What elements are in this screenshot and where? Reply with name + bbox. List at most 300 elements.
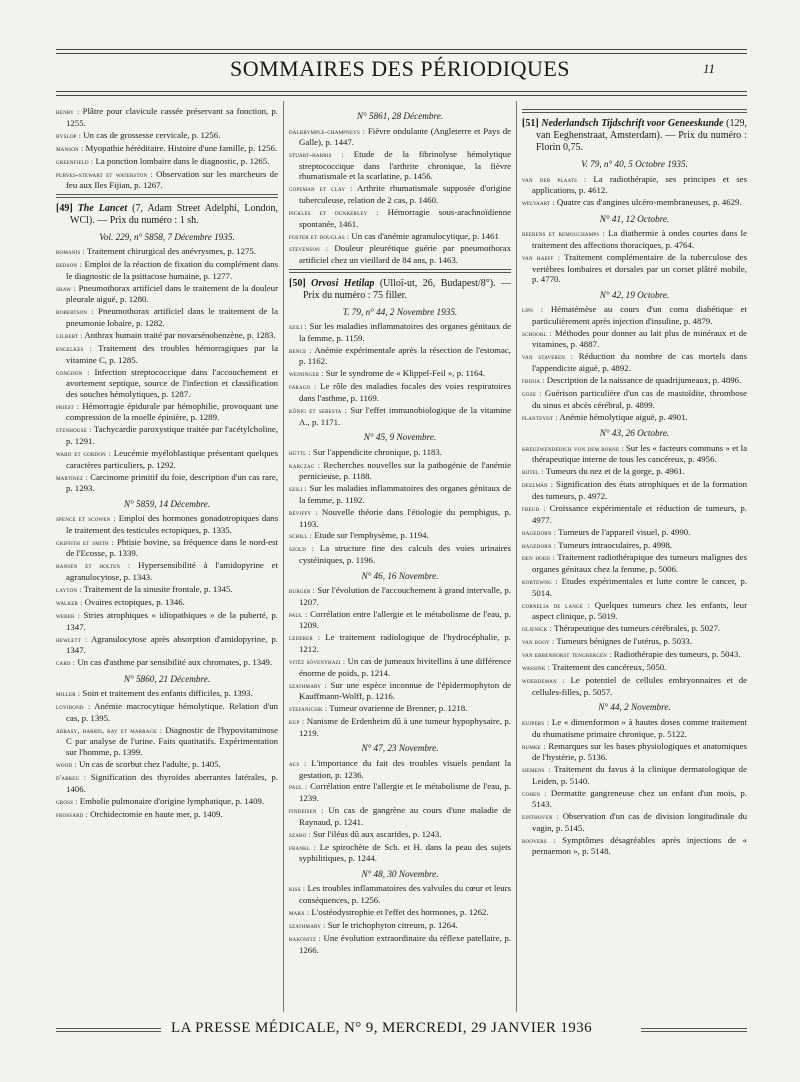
entry [522,552,747,574]
entry-authors: weber : [56,610,81,620]
entry [56,809,278,821]
entry-authors: einthoven : [522,812,559,822]
entry-authors: siemens : [522,765,551,775]
entry [56,597,278,609]
entry-text: Arthrite rhumatismale supposée d'origine tuberculeuse, relation de 2 cas, p. 1460. [299,183,511,205]
entry [56,424,278,446]
entry [56,246,278,258]
entry-authors: burger : [289,586,315,596]
entry [522,811,747,833]
entry-text: Sur le syndrome de « Klippel-Feil », p. 1164. [325,368,485,379]
issue-heading: N° 41, 12 Octobre. [599,213,670,224]
entry [56,306,278,328]
entry [522,717,747,739]
entry [56,688,278,700]
entry-authors: szabo : [289,829,311,839]
entry-text: Sur l'iléus dû aux ascarides, p. 1243. [313,828,442,839]
entry-text: Fièvre ondulante (Angleterre et Pays de Galle), p. 1447. [299,125,511,148]
journal-heading [289,278,511,302]
entry [522,636,747,648]
entry-text: Hémorragie épidurale par hémophilie, provoquant une compression de la moelle épinière, p. 1289. [66,400,278,423]
entry-text: La radiothérapie, ses principes et ses applications, p. 4612. [532,173,747,196]
entry-text: Le traitement radiologique de l'hydrocéphalie, p. 1212. [299,632,511,654]
entry-text: Dermatite gangreneuse chez un enfant d'un mois, p. 5143. [532,787,747,810]
entry [56,259,278,281]
entry-authors: freud : [522,503,546,513]
entry-text: Une évolution extraordinaire du réflexe patellaire, p. 1266. [299,932,511,955]
entry [522,228,747,250]
entry-authors: lips : [522,305,544,315]
entry-authors: rakonitz : [289,933,321,943]
entry-text: Diagnostic de l'hypovitaminose C par analyse de l'urine. Faits quatitatifs. Expérimentation sur l'homme, p. 1399. [66,724,278,758]
entry-authors: woerdeman : [522,676,565,686]
entry-text: Corrélation entre l'allergie et le métabolisme de l'eau, p. 1239. [299,781,511,804]
entry-authors: wassink : [522,663,551,673]
entry-text: Sur les maladies inflammatoires des organes génitaux de la femme, p. 1192. [299,483,511,505]
entry [522,479,747,501]
entry-text: Quelques tumeurs chez les enfants, leur aspect clinique, p. 5019. [532,599,747,622]
entry-authors: schill : [289,531,313,541]
entry [522,388,747,410]
entry-text: Sur l'évolution de l'accouchement à grand intervalle, p. 1207. [299,585,511,607]
entry [289,530,511,542]
issue-heading: N° 46, 16 Novembre. [361,570,439,581]
entry-text: Un cas de gangrène au cours d'une maladie de Raynaud, p. 1241. [299,805,511,827]
entry-text: Anémie hémolytique aiguë, p. 4901. [559,411,688,422]
entry-text: Etude de la fibrinolyse hémolytique streptococcique dans l'arthrite chronique, la fièvre rhumatismale et la scarlatine, p. 1456. [299,149,511,182]
header-rule-bottom [56,91,747,96]
entry [289,321,511,343]
entry [289,933,511,955]
entry-text: Traitement radiothérapique des tumeurs malignes des organes génitaux chez la femme, p. 5006. [532,552,747,575]
entry-authors: van rooy : [522,637,555,647]
entry-text: Guérison particulière d'un cas de mastoïdite, thrombose du sinus et abcès cérébral, p. 4899. [532,388,747,410]
entry-text: Un cas de scorbut chez l'adulte, p. 1405. [78,759,221,770]
entry-authors: cohen : [522,788,547,798]
entry-authors: spence et scowen : [56,514,116,524]
entry-authors: hewlett : [56,634,88,644]
entry [56,283,278,305]
entry [56,130,278,142]
entry [289,126,511,148]
entry-text: Anémie expérimentale après la résection de l'estomac, p. 1162. [299,344,511,367]
entry [522,197,747,209]
entry-authors: priest : [56,401,80,411]
entry-text: Méthodes pour donner au lait plus de minéraux et de vitamines, p. 4887. [532,327,747,350]
entry [56,772,278,794]
entry-authors: kiss : [289,884,306,894]
entry [522,252,747,285]
entry-authors: abbasy, harris, ray et marrack : [56,725,163,735]
entry-text: Réduction du nombre de cas mortels dans l'appendicite aiguë, p. 4892. [532,351,747,374]
entry-authors: szold : [289,544,315,554]
entry-authors: hansen et holten : [56,561,131,571]
entry-text: Nanisme de Erdenheim dû à une tumeur hypophysaire, p. 1219. [299,716,511,738]
entry [56,796,278,808]
entry [522,527,747,539]
entry [289,829,511,841]
entry-authors: hüttl : [289,447,311,457]
entry-text: Phtisie bovine, sa fréquence dans le nord-est de l'Ecosse, p. 1339. [66,536,278,559]
entry-text: Embolie pulmonaire d'origine lymphatique, p. 1409. [79,795,265,806]
entry [289,345,511,367]
entry-authors: van haeff : [522,252,561,262]
entry [289,920,511,932]
entry-authors: hagedorn : [522,527,557,537]
entry [289,207,511,229]
entry [56,401,278,423]
entry-authors: lovibond : [56,702,91,712]
entry [289,632,511,654]
entry-text: Sur les maladies inflammatoires des organes génitaux de la femme, p. 1159. [299,321,511,343]
entry-text: Soin et traitement des enfants difficiles, p. 1393. [82,688,253,699]
entry-text: La structure fine des calculs des voies urinaires cystéiniques, p. 1196. [299,543,511,566]
entry-text: Hémorragie sous-arachnoïdienne spontanée, 1461. [299,206,511,229]
page-header [0,56,800,86]
column-divider [283,101,284,1012]
entry [289,907,511,919]
footer-text: LA PRESSE MÉDICALE, N° 9, MERCREDI, 29 JANVIER 1936 [171,1020,592,1036]
entry [289,609,511,631]
entry-text: Symptômes désagréables après injections de « pernaemon », p. 5148. [532,834,747,857]
entry-authors: walker : [56,598,83,607]
column-3 [522,106,747,1014]
entry-authors: réviffy : [289,507,318,517]
entry-text: Anémie macrocytique hémolytique. Relation d'un cas, p. 1395. [66,701,278,723]
entry-text: L'ostéodystrophie et l'effet des hormones, p. 1262. [311,906,489,917]
entry-text: Un cas de jumeaux bivitellins à une différence énorme de poids, p. 1214. [299,655,511,678]
issue-heading: N° 45, 9 Novembre. [363,432,437,443]
section-separator [289,269,511,273]
entry [56,448,278,470]
entry-authors: cornelia de lange : [522,600,591,610]
entry-text: Les troubles inflammatoires des valvules du cœur et leurs conséquences, p. 1256. [299,883,511,905]
journal-title: Nederlandsch Tijdschrift voor Geneeskunde [541,118,724,129]
entry-authors: d'abreu : [56,773,87,783]
entry-text: Nouvelle théorie dans l'étiologie du pemphigus, p. 1193. [299,506,511,529]
entry [56,610,278,632]
entry [522,503,747,525]
entry-text: Emploi des hormones gonadotropiques dans le traitement des testicules ectopiques, p. 1335. [66,513,278,535]
entry-authors: planteydt : [522,412,558,422]
page-footer [56,1020,747,1040]
issue-heading: N° 43, 26 Octobre. [599,428,670,439]
entry-authors: szili : [289,484,307,494]
entry-authors: den hoed : [522,553,555,563]
entry-authors: van staveren : [522,352,574,362]
entry-text: Douleur pleurétique guérie par pneumothorax artificiel chez un vieillard de 84 ans, p. 1463. [299,243,511,266]
entry-authors: romanis : [56,247,85,257]
footer-rule-right [641,1028,747,1032]
entry-text: Tumeurs du nez et de la gorge, p. 4961. [545,466,685,477]
entry [289,842,511,864]
entry [522,675,747,697]
entry [56,169,278,191]
entry-authors: martinez : [56,472,88,482]
entry-text: Un cas d'asthme par sensibilité aux chromates, p. 1349. [77,657,273,668]
entry-authors: marx : [289,907,310,917]
entry-text: Quatre cas d'angines ulcéro-membraneuses, p. 4629. [556,197,742,208]
journal-details: (7, Adam Street Adelphi, London, WCl). — Prix du numéro : 1 sh. [70,202,278,226]
entry-text: Traitement de la sinusite frontale, p. 1345. [83,584,233,595]
entry [289,585,511,607]
entry-authors: kortewng : [522,577,558,587]
entry-text: Un cas d'anémie agranulocytique, p. 1461 [351,230,499,241]
entry-authors: frossard : [56,809,88,819]
entry-authors: hagedorn : [522,540,557,550]
entry-text: Orchidectomie en haute mer, p. 1409. [90,808,223,819]
entry-authors: griffith et smith : [56,537,114,547]
journal-details: (129, van Eeghenstraat, Amsterdam). — Prix du numéro : Florin 0,75. [536,118,747,153]
entry [56,106,278,128]
entry [522,466,747,478]
entry [289,405,511,427]
entry [522,351,747,373]
entry-authors: stenhouse : [56,425,92,435]
entry-authors: bence : [289,345,312,355]
journal-heading [56,203,278,227]
journal-number: [50] [289,277,306,289]
entry [289,460,511,482]
entry-authors: miller : [56,689,81,699]
entry-authors: vitéz sövenyhazi : [289,656,346,666]
entry-text: Traitement complémentaire de la tuberculose des vertèbres lombaires et dorsales par un corset plâtré mobile, p. 4770. [532,251,747,285]
entry-text: Leucémie myéloblastique présentant quelques caractères particuliers, p. 1292. [66,447,278,470]
issue-heading: N° 48, 30 Novembre. [361,868,439,879]
entry-text: Carcinome primitif du foie, description d'un cas rare, p. 1293. [66,471,278,494]
entry-authors: acs : [289,758,307,768]
entry-authors: shaw : [56,283,76,293]
entry-text: Pneumothorax artificiel dans le traitement de la pneumonie lobaire, p. 1282. [66,306,278,329]
entry-authors: paul : [289,782,308,792]
entry-authors: bijtel : [522,467,544,477]
entry-authors: card : [56,658,76,668]
entry [522,623,747,635]
entry-authors: goze : [522,389,542,399]
entry [56,367,278,400]
issue-heading: V. 79, n° 40, 5 Octobre 1935. [581,159,688,169]
entry-authors: szathmary : [289,680,327,690]
entry [56,759,278,771]
page-title: SOMMAIRES DES PÉRIODIQUES [229,56,571,81]
entry [522,576,747,598]
entry-authors: farago : [289,382,317,392]
entry [56,701,278,723]
issue-heading: N° 42, 19 Octobre. [599,289,670,300]
entry-authors: lederer : [289,633,321,643]
entry [289,703,511,715]
entry-authors: henry : [56,107,80,116]
entry-authors: dalbrymple-champneys : [289,126,366,136]
entry-text: Emploi de la réaction de fixation du complément dans le diagnostic de la psittacose humaine, p. 1277. [66,259,278,281]
column-1 [56,106,278,1014]
entry [56,537,278,559]
issue-heading: T. 79, n° 44, 2 Novembre 1935. [342,306,458,317]
entry [522,764,747,786]
entry-text: Etude sur l'emphysème, p. 1194. [314,530,429,541]
entry-text: Description de la naissance de quadrijumeaux, p. 4896. [546,375,742,386]
entry-authors: gross : [56,796,78,806]
entry-authors: schoorl : [522,328,552,338]
entry-text: Sur l'appendicite chronique, p. 1183. [313,446,443,457]
entry-text: Thérapeutique des tumeurs cérébrales, p. 5027. [553,623,721,634]
entry [522,540,747,552]
entry [56,560,278,582]
entry-text: Pneumothorax artificiel dans le traitement de la douleur pleurale aiguë, p. 1280. [66,282,278,305]
entry-text: Tumeurs de l'appareil visuel, p. 4990. [558,526,691,537]
entry-authors: deelman : [522,480,554,490]
entry-authors: copeman et clay : [289,184,353,194]
entry-authors: layton : [56,585,82,595]
entry-text: La diathermie à ondes courtes dans le traitement des affections thoraciques, p. 4764. [532,228,747,250]
entry-text: Stries atrophiques « idiopathiques » de la puberté, p. 1347. [66,609,278,632]
entry [56,634,278,656]
entry-authors: bedson : [56,260,82,270]
entry-text: Remarques sur les bases physiologiques et anatomiques de l'hystérie, p. 5136. [532,740,747,763]
entry-authors: hyslop : [56,130,82,140]
entry-authors: congdon : [56,367,90,377]
entry-authors: beerens et remouchamps : [522,229,605,239]
entry-authors: szathmary : [289,920,326,930]
entry-text: Tumeur ovarienne de Brenner, p. 1218. [329,703,468,714]
entry [56,156,278,168]
journal-title: The Lancet [77,202,128,214]
entry [522,443,747,465]
entry-authors: karczag : [289,460,321,470]
entry [289,883,511,905]
entry [289,231,511,243]
entry-authors: stuart-harris : [289,150,344,160]
entry-text: La ponction lombaire dans le diagnostic, p. 1265. [95,155,270,166]
entry-authors: foster et douglas : [289,231,350,241]
entry [289,543,511,565]
entry-text: Myopathie héréditaire. Histoire d'une famille, p. 1256. [85,142,278,153]
entry-authors: van der plaats : [522,174,587,184]
entry-authors: welvaart : [522,198,555,208]
column-2 [289,106,511,1014]
entry-authors: wood : [56,760,77,770]
entry-text: Le spirochète de Sch. et H. dans la peau des sujets syphilitiques, p. 1244. [299,841,511,864]
section-separator [522,109,747,113]
entry-text: Agranulocytose après absorption d'amidopyrine, p. 1347. [66,633,278,656]
entry-text: Tachycardie paroxystique traitée par l'acétylcholine, p. 1291. [66,424,278,446]
entry-authors: manson : [56,143,84,153]
entry [56,330,278,342]
entry [289,483,511,505]
entry-text: Traitement des troubles hémorragiques par la vitamine C, p. 1285. [66,343,278,365]
entry-text: Ovaires ectopiques, p. 1346. [84,597,185,607]
entry-authors: findeisen : [289,806,324,816]
issue-heading: N° 44, 2 Novembre. [598,702,671,713]
entry-text: Tumeurs intraoculaires, p. 4998. [558,539,673,550]
issue-heading: N° 5859, 14 Décembre. [123,498,211,509]
entry-authors: oljenick : [522,624,552,634]
entry-text: Recherches nouvelles sur la pathogénie de l'anémie pernicieuse, p. 1188. [299,459,511,482]
entry-authors: pickles et dunkerley : [289,207,379,217]
entry-text: Plâtre pour clavicule cassée préservant sa fonction, p. 1255. [66,106,278,128]
entry [56,513,278,535]
entry-authors: greenfield : [56,156,94,166]
entry-text: Signification des thyroïdes aberrantes latérales, p. 1406. [66,772,278,794]
entry-authors: rumke : [522,741,546,751]
entry-text: Le potentiel de cellules embryonnaires et de cellules-filles, p. 5057. [532,675,747,697]
entry-authors: van ebbenhorst tengbergen : [522,650,612,660]
entry-authors: paul : [289,609,308,619]
entry [522,328,747,350]
journal-title: Orvosi Hetilap [311,277,375,289]
issue-heading: N° 5860, 21 Décembre. [123,673,211,684]
entry [289,758,511,780]
entry [289,381,511,403]
entry-authors: robertson : [56,307,94,317]
header-rule [56,49,747,54]
entry [289,368,511,380]
entry [289,680,511,702]
entry-text: Sur l'effet immunobiologique de la vitamine A., p. 1171. [299,404,511,427]
entry [289,183,511,205]
entry [522,412,747,424]
entry-authors: szili : [289,322,307,332]
issue-heading: N° 47, 23 Novembre. [361,743,439,754]
issue-heading: Vol. 229, n° 5858, 7 Décembre 1935. [99,231,235,242]
entry-authors: kreuzwendedich von dem borne : [522,443,624,453]
journal-heading [522,118,747,154]
entry-text: Anthrax humain traité par novarsénobenzène, p. 1283. [84,330,276,341]
entry-text: Signification des états atrophiques et de la formation des tumeurs, p. 4972. [532,479,747,501]
page-number: 11 [702,61,715,76]
entry-authors: roovers : [522,835,556,845]
entry [289,656,511,678]
section-separator [56,194,278,198]
entry-text: L'importance du fait des troubles visuels pendant la gestation, p. 1236. [299,757,511,780]
entry-authors: kup : [289,717,305,727]
entry [56,343,278,365]
entry-text: Radiothérapie des tumeurs, p. 5043. [613,649,741,660]
entry-authors: stevenson : [289,244,329,254]
entry [289,805,511,827]
entry [522,304,747,326]
entry-text: Corrélation entre l'allergie et le métabolisme de l'eau, p. 1209. [299,608,511,631]
entry [56,472,278,494]
entry-authors: weiningeb : [289,369,324,379]
entry-authors: engelkes : [56,344,92,354]
entry [522,375,747,387]
entry-text: Traitement chirurgical des anévrysmes, p. 1275. [86,246,256,257]
entry-authors: kōnig et sebesta : [289,405,347,415]
entry [522,600,747,622]
entry [289,149,511,182]
entry [522,788,747,810]
entry [289,781,511,803]
entry-text: Hématémèse au cours d'un coma diabétique et particulièrement après injection d'insuline, p. 4879. [532,304,747,326]
entry-authors: ward et gordon : [56,448,111,458]
column-divider [516,101,517,1012]
entry-text: Traitement du favus à la clinique dermatologique de Leiden, p. 5140. [532,764,747,786]
journal-number: [49] [56,202,73,214]
entry [56,657,278,669]
entry-text: Sur le trichophyton citreum, p. 1264. [327,919,458,930]
entry-authors: fridja : [522,376,545,386]
entry-text: Observation d'un cas de division longitudinale du vagin, p. 5145. [532,811,747,833]
entry-text: Observation sur les marcheurs de feu aux Iles Fijian, p. 1267. [66,168,278,191]
entry [289,447,511,459]
entry-authors: frankl : [289,842,317,852]
entry-text: Le rôle des maladies focales des voies respiratoires dans l'asthme, p. 1169. [299,381,511,403]
entry [522,174,747,196]
entry [522,662,747,674]
footer-rule-left [56,1028,161,1032]
issue-heading: N° 5861, 28 Décembre. [356,111,444,121]
